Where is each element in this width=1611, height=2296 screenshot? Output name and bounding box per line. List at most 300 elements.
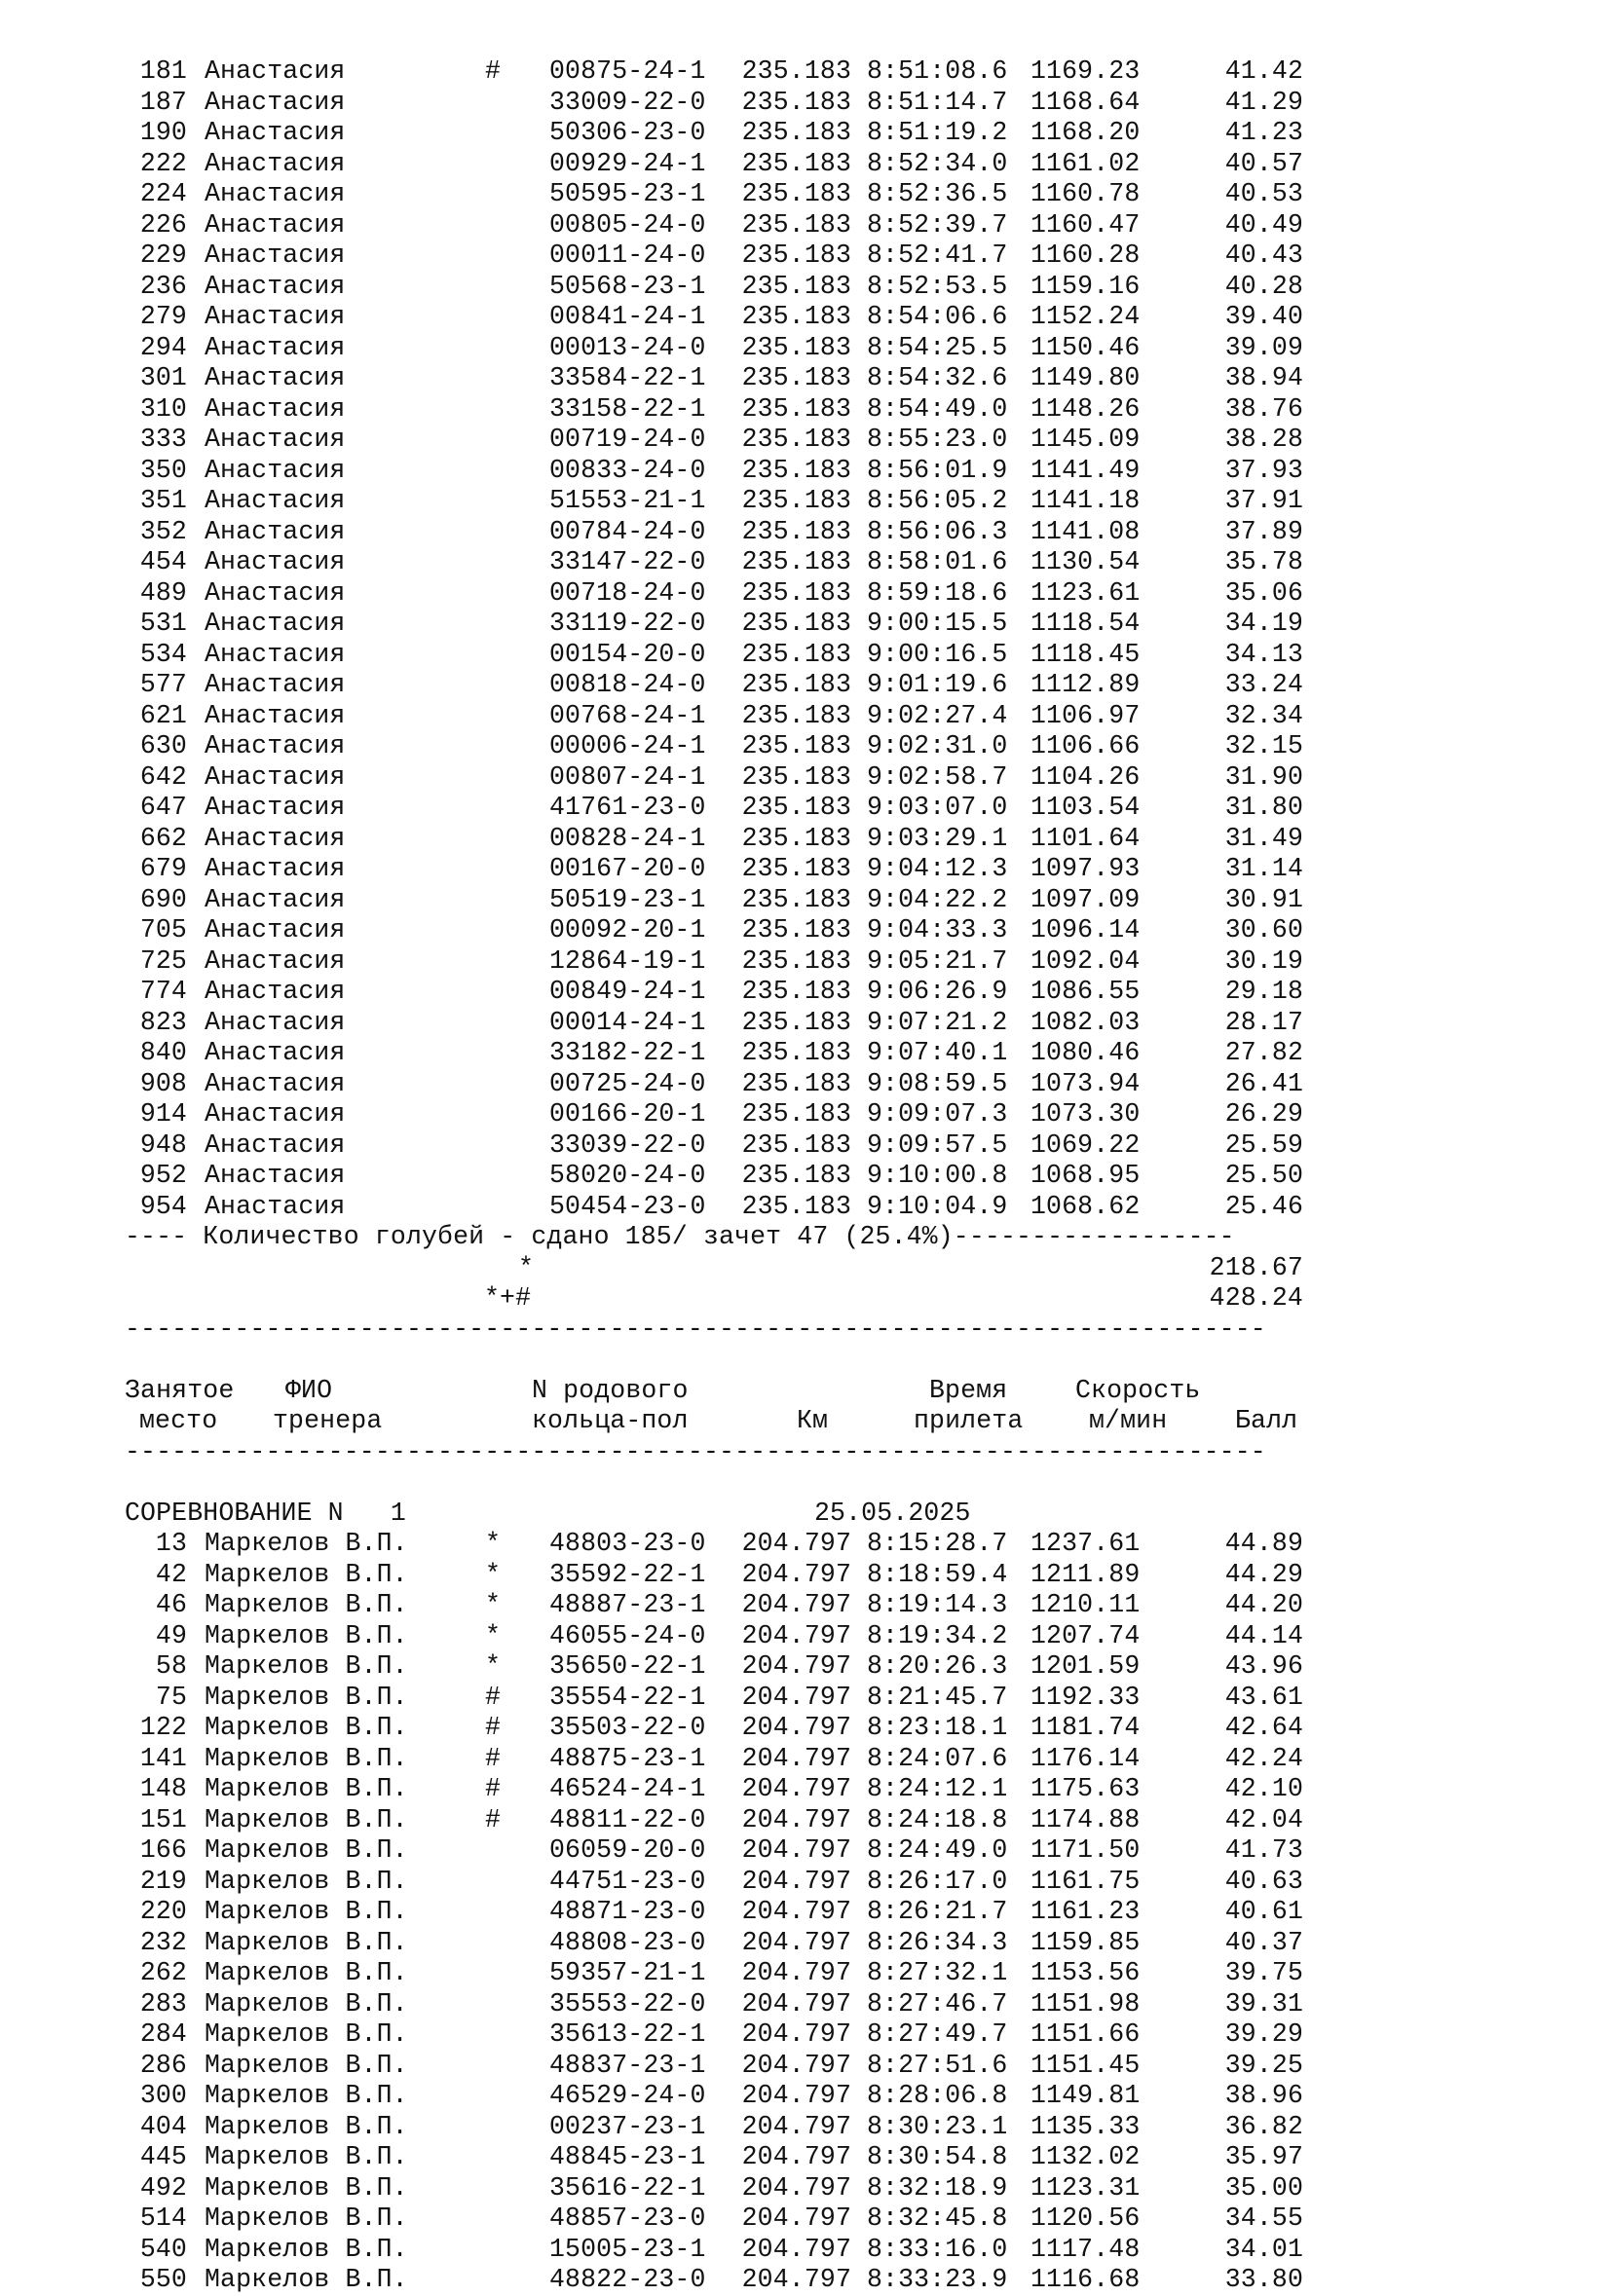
competition-date: 25.05.2025 — [814, 1498, 971, 1528]
cell-ring: 48875-23-1 — [549, 1743, 706, 1773]
cell-km: 235.183 — [741, 670, 851, 699]
separator-text: ------------------------------------------------------------------------- — [125, 1314, 1266, 1344]
cell-km: 235.183 — [741, 793, 851, 822]
cell-ring: 15005-23-1 — [549, 2234, 706, 2264]
cell-score: 34.19 — [1224, 609, 1303, 638]
cell-ring: 00841-24-1 — [549, 302, 706, 331]
cell-time: 9:02:31.0 — [867, 731, 1008, 760]
cell-ring: 59357-21-1 — [549, 1958, 706, 1987]
cell-mark: * — [485, 1620, 502, 1650]
cell-time: 8:32:45.8 — [867, 2203, 1008, 2233]
cell-score: 40.28 — [1224, 271, 1303, 301]
cell-ring: 50595-23-1 — [549, 179, 706, 208]
table-row — [125, 977, 1527, 1008]
cell-ring: 50519-23-1 — [549, 884, 706, 914]
cell-km: 235.183 — [741, 915, 851, 944]
cell-score: 41.42 — [1224, 56, 1303, 86]
cell-time: 9:10:04.9 — [867, 1191, 1008, 1221]
cell-name: Анастасия — [205, 332, 346, 362]
cell-speed: 1141.18 — [1030, 486, 1141, 515]
cell-score: 41.73 — [1224, 1835, 1303, 1865]
cell-km: 235.183 — [741, 1129, 851, 1160]
cell-place: 300 — [139, 2081, 187, 2110]
table-row — [125, 88, 1527, 119]
cell-name: Анастасия — [205, 118, 346, 147]
cell-ring: 00014-24-1 — [549, 1007, 706, 1037]
cell-time: 8:33:16.0 — [867, 2234, 1008, 2264]
cell-speed: 1181.74 — [1030, 1713, 1141, 1742]
table-row — [125, 241, 1527, 272]
cell-score: 31.49 — [1224, 823, 1303, 853]
cell-time: 8:28:06.8 — [867, 2081, 1008, 2110]
table-row — [125, 2265, 1527, 2296]
cell-speed: 1211.89 — [1030, 1559, 1141, 1589]
cell-name: Анастасия — [205, 516, 346, 546]
cell-score: 35.97 — [1224, 2142, 1303, 2171]
table-row — [125, 854, 1527, 885]
cell-speed: 1149.80 — [1030, 363, 1141, 392]
cell-ring: 46529-24-0 — [549, 2081, 706, 2110]
cell-name: Анастасия — [205, 793, 346, 822]
cell-name: Анастасия — [205, 1099, 346, 1129]
table-row — [125, 2081, 1527, 2112]
cell-km: 204.797 — [741, 1804, 851, 1834]
cell-km: 204.797 — [741, 1529, 851, 1558]
table-row — [125, 1867, 1527, 1898]
cell-score: 31.14 — [1224, 854, 1303, 883]
cell-name: Анастасия — [205, 547, 346, 576]
cell-place: 540 — [139, 2234, 187, 2264]
cell-score: 43.96 — [1224, 1651, 1303, 1681]
table-row — [125, 363, 1527, 394]
cell-ring: 33182-22-1 — [549, 1038, 706, 1067]
table-row — [125, 762, 1527, 794]
header-fio: тренера — [273, 1406, 383, 1435]
cell-time: 8:30:54.8 — [867, 2142, 1008, 2171]
cell-score: 39.09 — [1224, 332, 1303, 362]
cell-name: Анастасия — [205, 945, 346, 976]
cell-mark: * — [485, 1651, 502, 1681]
cell-speed: 1148.26 — [1030, 393, 1141, 424]
header-speed: Скорость — [1075, 1375, 1201, 1405]
cell-place: 550 — [139, 2265, 187, 2294]
cell-score: 39.29 — [1224, 2019, 1303, 2049]
cell-ring: 33039-22-0 — [549, 1129, 706, 1160]
cell-name: Анастасия — [205, 915, 346, 944]
cell-time: 8:54:06.6 — [867, 302, 1008, 331]
cell-name: Анастасия — [205, 761, 346, 792]
cell-time: 9:00:15.5 — [867, 609, 1008, 638]
cell-ring: 35650-22-1 — [549, 1651, 706, 1681]
cell-place: 492 — [139, 2172, 187, 2203]
cell-place: 454 — [139, 547, 187, 576]
cell-place: 187 — [139, 87, 187, 117]
cell-score: 30.19 — [1224, 945, 1303, 976]
cell-speed: 1130.54 — [1030, 547, 1141, 576]
cell-score: 28.17 — [1224, 1007, 1303, 1037]
cell-time: 8:56:06.3 — [867, 516, 1008, 546]
table-row — [125, 2142, 1527, 2173]
header-speed: м/мин — [1089, 1406, 1168, 1435]
cell-name: Анастасия — [205, 302, 346, 331]
cell-km: 235.183 — [741, 1191, 851, 1221]
table-row — [125, 1683, 1527, 1714]
cell-km: 235.183 — [741, 577, 851, 608]
cell-km: 235.183 — [741, 884, 851, 914]
cell-time: 9:02:27.4 — [867, 700, 1008, 730]
cell-name: Анастасия — [205, 179, 346, 208]
table-row — [125, 1713, 1527, 1744]
cell-speed: 1132.02 — [1030, 2142, 1141, 2171]
cell-time: 9:02:58.7 — [867, 761, 1008, 792]
table-row — [125, 425, 1527, 456]
cell-ring: 33119-22-0 — [549, 609, 706, 638]
cell-name: Маркелов В.П. — [205, 2142, 408, 2171]
cell-ring: 33009-22-0 — [549, 87, 706, 117]
cell-speed: 1207.74 — [1030, 1620, 1141, 1650]
cell-place: 350 — [139, 455, 187, 485]
table-header-line-2 — [125, 1406, 1527, 1437]
cell-speed: 1068.95 — [1030, 1161, 1141, 1190]
cell-score: 35.78 — [1224, 547, 1303, 576]
cell-time: 8:26:21.7 — [867, 1897, 1008, 1926]
cell-time: 8:24:12.1 — [867, 1774, 1008, 1803]
table-row — [125, 547, 1527, 578]
cell-ring: 00719-24-0 — [549, 425, 706, 454]
table-row — [125, 1897, 1527, 1928]
cell-score: 40.61 — [1224, 1897, 1303, 1926]
cell-ring: 00167-20-0 — [549, 854, 706, 883]
cell-score: 33.24 — [1224, 670, 1303, 699]
header-time: Время — [929, 1375, 1008, 1405]
cell-speed: 1086.55 — [1030, 977, 1141, 1006]
table-row — [125, 456, 1527, 487]
cell-place: 151 — [139, 1804, 187, 1834]
table-row — [125, 885, 1527, 916]
cell-speed: 1201.59 — [1030, 1651, 1141, 1681]
cell-place: 58 — [155, 1651, 187, 1681]
cell-km: 204.797 — [741, 2050, 851, 2080]
cell-name: Анастасия — [205, 1068, 346, 1098]
cell-km: 204.797 — [741, 2142, 851, 2171]
cell-time: 8:27:46.7 — [867, 1988, 1008, 2018]
cell-place: 954 — [139, 1191, 187, 1221]
cell-score: 40.63 — [1224, 1866, 1303, 1896]
cell-mark: * — [485, 1529, 502, 1558]
cell-place: 840 — [139, 1038, 187, 1067]
cell-ring: 48845-23-1 — [549, 2142, 706, 2171]
cell-score: 33.80 — [1224, 2265, 1303, 2294]
cell-time: 9:04:12.3 — [867, 854, 1008, 883]
cell-km: 235.183 — [741, 639, 851, 669]
cell-time: 8:27:49.7 — [867, 2019, 1008, 2049]
cell-place: 690 — [139, 884, 187, 914]
cell-place: 283 — [139, 1988, 187, 2018]
cell-score: 35.06 — [1224, 577, 1303, 608]
cell-place: 226 — [139, 209, 187, 240]
cell-km: 235.183 — [741, 486, 851, 515]
cell-place: 236 — [139, 271, 187, 301]
cell-place: 42 — [155, 1559, 187, 1589]
cell-place: 445 — [139, 2142, 187, 2171]
summary-line: ---- Количество голубей - сдано 185/ зачет 47 (25.4%)------------------ — [125, 1222, 1235, 1251]
cell-time: 8:58:01.6 — [867, 547, 1008, 576]
cell-speed: 1192.33 — [1030, 1682, 1141, 1712]
table-row — [125, 333, 1527, 364]
cell-time: 9:03:07.0 — [867, 793, 1008, 822]
cell-name: Маркелов В.П. — [205, 1804, 408, 1834]
cell-ring: 06059-20-0 — [549, 1835, 706, 1865]
cell-time: 8:51:08.6 — [867, 56, 1008, 86]
table-row — [125, 2203, 1527, 2235]
cell-speed: 1151.98 — [1030, 1988, 1141, 2018]
cell-score: 42.24 — [1224, 1743, 1303, 1773]
cell-name: Анастасия — [205, 700, 346, 730]
cell-place: 679 — [139, 854, 187, 883]
cell-place: 647 — [139, 793, 187, 822]
cell-time: 9:04:33.3 — [867, 915, 1008, 944]
cell-name: Маркелов В.П. — [205, 2019, 408, 2049]
cell-mark: * — [485, 1559, 502, 1589]
cell-name: Маркелов В.П. — [205, 1529, 408, 1558]
cell-ring: 48808-23-0 — [549, 1927, 706, 1957]
table-row — [125, 1928, 1527, 1959]
cell-name: Маркелов В.П. — [205, 2203, 408, 2233]
cell-time: 8:27:51.6 — [867, 2050, 1008, 2080]
total-value: 428.24 — [1209, 1283, 1303, 1313]
cell-time: 8:23:18.1 — [867, 1713, 1008, 1742]
cell-speed: 1151.45 — [1030, 2050, 1141, 2080]
cell-ring: 35503-22-0 — [549, 1713, 706, 1742]
table-row — [125, 302, 1527, 333]
table-row — [125, 486, 1527, 517]
cell-speed: 1174.88 — [1030, 1804, 1141, 1834]
cell-km: 204.797 — [741, 1682, 851, 1712]
cell-time: 9:00:16.5 — [867, 639, 1008, 669]
cell-score: 40.49 — [1224, 209, 1303, 240]
cell-place: 166 — [139, 1835, 187, 1865]
cell-time: 8:52:53.5 — [867, 271, 1008, 301]
cell-score: 38.96 — [1224, 2081, 1303, 2110]
cell-speed: 1160.28 — [1030, 241, 1141, 270]
cell-score: 44.14 — [1224, 1620, 1303, 1650]
cell-time: 8:54:25.5 — [867, 332, 1008, 362]
cell-km: 235.183 — [741, 547, 851, 576]
cell-score: 34.55 — [1224, 2203, 1303, 2233]
cell-km: 204.797 — [741, 1897, 851, 1926]
table-row — [125, 1038, 1527, 1069]
cell-place: 630 — [139, 731, 187, 760]
cell-time: 9:05:21.7 — [867, 945, 1008, 976]
cell-time: 8:26:17.0 — [867, 1866, 1008, 1896]
cell-ring: 00768-24-1 — [549, 700, 706, 730]
cell-place: 262 — [139, 1958, 187, 1987]
cell-score: 38.76 — [1224, 393, 1303, 424]
table-row — [125, 1774, 1527, 1805]
cell-place: 284 — [139, 2019, 187, 2049]
cell-name: Анастасия — [205, 56, 346, 86]
cell-name: Маркелов В.П. — [205, 1897, 408, 1926]
cell-km: 204.797 — [741, 1866, 851, 1896]
cell-score: 44.89 — [1224, 1529, 1303, 1558]
cell-name: Маркелов В.П. — [205, 2050, 408, 2080]
cell-place: 352 — [139, 516, 187, 546]
cell-km: 204.797 — [741, 2111, 851, 2141]
separator-line — [125, 1437, 1527, 1468]
cell-place: 279 — [139, 302, 187, 331]
cell-km: 204.797 — [741, 1743, 851, 1773]
cell-time: 8:27:32.1 — [867, 1958, 1008, 1987]
cell-place: 705 — [139, 915, 187, 944]
cell-score: 25.59 — [1224, 1129, 1303, 1160]
cell-score: 39.75 — [1224, 1958, 1303, 1987]
header-km: Км — [797, 1406, 829, 1435]
cell-place: 823 — [139, 1007, 187, 1037]
cell-km: 235.183 — [741, 1007, 851, 1037]
cell-score: 26.29 — [1224, 1099, 1303, 1129]
total-mark: *+# — [484, 1283, 532, 1313]
table-row — [125, 56, 1527, 88]
cell-name: Маркелов В.П. — [205, 1651, 408, 1681]
cell-place: 914 — [139, 1099, 187, 1129]
cell-time: 8:24:18.8 — [867, 1804, 1008, 1834]
cell-name: Маркелов В.П. — [205, 1958, 408, 1987]
cell-km: 235.183 — [741, 609, 851, 638]
cell-name: Анастасия — [205, 884, 346, 914]
cell-speed: 1106.66 — [1030, 731, 1141, 760]
table-row — [125, 609, 1527, 640]
cell-km: 235.183 — [741, 302, 851, 331]
table-row — [125, 210, 1527, 241]
header-score: Балл — [1235, 1406, 1298, 1435]
cell-speed: 1082.03 — [1030, 1007, 1141, 1037]
cell-score: 42.04 — [1224, 1804, 1303, 1834]
cell-speed: 1123.31 — [1030, 2172, 1141, 2203]
cell-km: 204.797 — [741, 1927, 851, 1957]
cell-ring: 00237-23-1 — [549, 2111, 706, 2141]
cell-name: Анастасия — [205, 209, 346, 240]
table-row — [125, 701, 1527, 732]
cell-ring: 00718-24-0 — [549, 577, 706, 608]
cell-time: 8:24:49.0 — [867, 1835, 1008, 1865]
section-anastasia-results — [125, 56, 1527, 1222]
cell-score: 30.91 — [1224, 884, 1303, 914]
cell-name: Маркелов В.П. — [205, 2234, 408, 2264]
cell-place: 642 — [139, 761, 187, 792]
table-row — [125, 517, 1527, 548]
cell-place: 229 — [139, 241, 187, 270]
cell-place: 122 — [139, 1713, 187, 1742]
cell-name: Маркелов В.П. — [205, 1682, 408, 1712]
cell-ring: 48822-23-0 — [549, 2265, 706, 2294]
cell-name: Анастасия — [205, 609, 346, 638]
cell-ring: 35616-22-1 — [549, 2172, 706, 2203]
cell-ring: 00828-24-1 — [549, 823, 706, 853]
cell-score: 32.34 — [1224, 700, 1303, 730]
cell-km: 235.183 — [741, 56, 851, 86]
table-row — [125, 1989, 1527, 2020]
cell-km: 235.183 — [741, 179, 851, 208]
cell-time: 8:30:23.1 — [867, 2111, 1008, 2141]
cell-km: 204.797 — [741, 1774, 851, 1803]
cell-ring: 12864-19-1 — [549, 945, 706, 976]
cell-speed: 1073.94 — [1030, 1068, 1141, 1098]
cell-name: Анастасия — [205, 1007, 346, 1037]
cell-score: 42.64 — [1224, 1713, 1303, 1742]
table-row — [125, 149, 1527, 180]
table-row — [125, 2051, 1527, 2082]
cell-name: Анастасия — [205, 670, 346, 699]
cell-name: Анастасия — [205, 87, 346, 117]
table-row — [125, 640, 1527, 671]
cell-speed: 1117.48 — [1030, 2234, 1141, 2264]
cell-name: Анастасия — [205, 241, 346, 270]
cell-time: 9:01:19.6 — [867, 670, 1008, 699]
table-row — [125, 793, 1527, 824]
table-row — [125, 1590, 1527, 1621]
cell-time: 9:07:21.2 — [867, 1007, 1008, 1037]
cell-km: 204.797 — [741, 2203, 851, 2233]
cell-place: 219 — [139, 1866, 187, 1896]
cell-km: 235.183 — [741, 854, 851, 883]
cell-place: 286 — [139, 2050, 187, 2080]
cell-km: 235.183 — [741, 332, 851, 362]
cell-ring: 35613-22-1 — [549, 2019, 706, 2049]
cell-km: 204.797 — [741, 2234, 851, 2264]
cell-score: 40.57 — [1224, 148, 1303, 178]
cell-speed: 1069.22 — [1030, 1129, 1141, 1160]
table-row — [125, 1130, 1527, 1162]
cell-place: 489 — [139, 577, 187, 608]
cell-mark: # — [485, 1743, 502, 1773]
cell-place: 49 — [155, 1620, 187, 1650]
cell-km: 235.183 — [741, 1068, 851, 1098]
cell-ring: 35553-22-0 — [549, 1988, 706, 2018]
cell-km: 204.797 — [741, 2081, 851, 2110]
cell-time: 9:08:59.5 — [867, 1068, 1008, 1098]
cell-mark: # — [485, 1774, 502, 1803]
cell-km: 204.797 — [741, 2265, 851, 2294]
cell-time: 8:56:05.2 — [867, 486, 1008, 515]
cell-score: 41.23 — [1224, 118, 1303, 147]
header-fio: ФИО — [285, 1375, 333, 1405]
cell-place: 621 — [139, 700, 187, 730]
cell-speed: 1161.23 — [1030, 1897, 1141, 1926]
cell-km: 235.183 — [741, 363, 851, 392]
cell-name: Анастасия — [205, 425, 346, 454]
total-row-star — [125, 1253, 1527, 1284]
cell-speed: 1104.26 — [1030, 761, 1141, 792]
cell-speed: 1112.89 — [1030, 670, 1141, 699]
cell-ring: 48811-22-0 — [549, 1804, 706, 1834]
cell-place: 725 — [139, 945, 187, 976]
cell-name: Анастасия — [205, 455, 346, 485]
cell-time: 9:06:26.9 — [867, 977, 1008, 1006]
cell-place: 232 — [139, 1927, 187, 1957]
cell-score: 43.61 — [1224, 1682, 1303, 1712]
cell-ring: 00166-20-1 — [549, 1099, 706, 1129]
cell-name: Анастасия — [205, 823, 346, 853]
cell-place: 294 — [139, 332, 187, 362]
cell-ring: 00875-24-1 — [549, 56, 706, 86]
cell-time: 9:03:29.1 — [867, 823, 1008, 853]
cell-ring: 48837-23-1 — [549, 2050, 706, 2080]
cell-km: 204.797 — [741, 1713, 851, 1742]
cell-speed: 1103.54 — [1030, 793, 1141, 822]
cell-km: 204.797 — [741, 1620, 851, 1650]
cell-score: 44.20 — [1224, 1590, 1303, 1619]
cell-time: 8:52:34.0 — [867, 148, 1008, 178]
